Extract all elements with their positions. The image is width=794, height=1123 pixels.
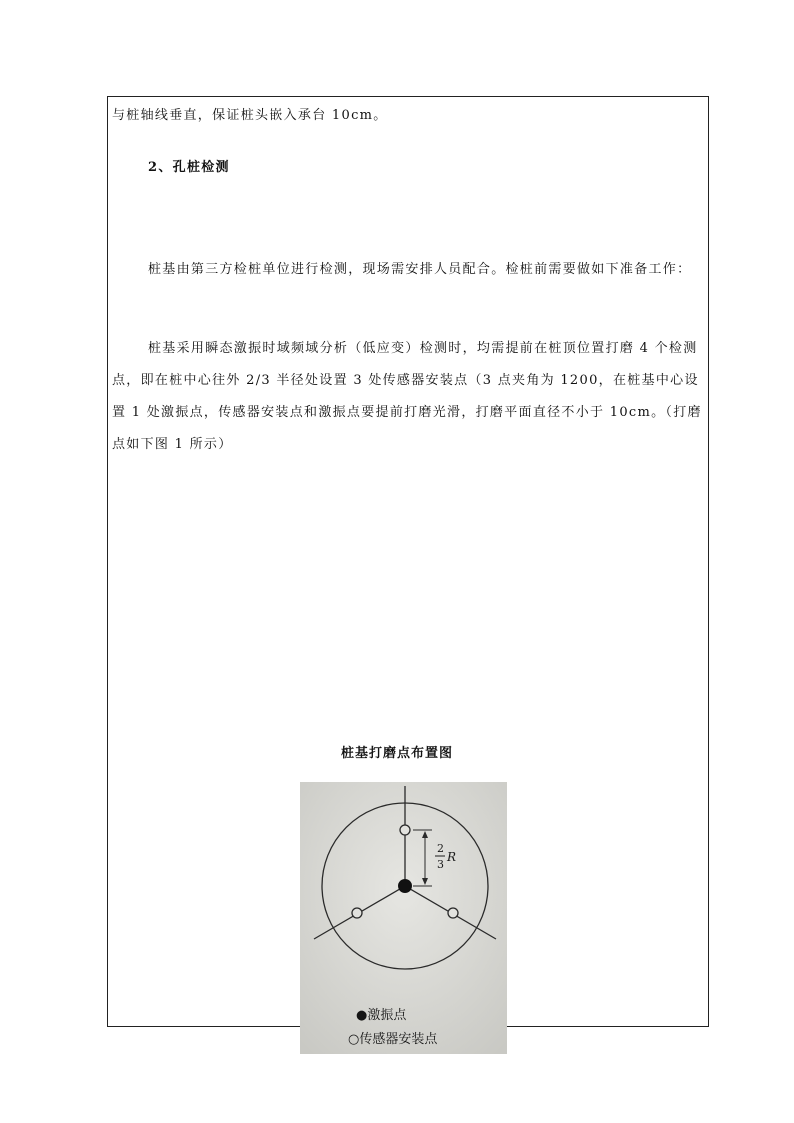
sensor-point-top bbox=[400, 825, 410, 835]
figure-photo bbox=[300, 782, 507, 1054]
legend-sensor: ○传感器安装点 bbox=[348, 1032, 438, 1047]
paragraph-line1: 与桩轴线垂直，保证桩头嵌入承台 10cm。 bbox=[112, 108, 388, 123]
sensor-point-left bbox=[352, 908, 362, 918]
radius-variable: R bbox=[447, 850, 457, 864]
excitation-point bbox=[398, 879, 412, 893]
legend-excitation: ●激振点 bbox=[356, 1008, 407, 1023]
paragraph-detection-method: 桩基采用瞬态激振时域频域分析（低应变）检测时，均需提前在桩顶位置打磨 4 个检测点，即在桩中心往外 2/3 半径处设置 3 处传感器安装点（3 点夹角为 1200，在桩基中心设置 1 处激振点，传感器安装点和激振点要提前打磨光滑，打磨平面直径不小于 10cm。（打磨点如下图 1 所示） bbox=[112, 341, 702, 452]
fraction-numerator: 2 bbox=[437, 842, 444, 855]
figure-title: 桩基打磨点布置图 bbox=[340, 746, 453, 761]
section-heading: 2、孔桩检测 bbox=[148, 160, 230, 175]
fraction-denominator: 3 bbox=[437, 858, 444, 871]
sensor-point-right bbox=[448, 908, 458, 918]
paragraph-preparation: 桩基由第三方检桩单位进行检测，现场需安排人员配合。检桩前需要做如下准备工作： bbox=[148, 262, 692, 277]
